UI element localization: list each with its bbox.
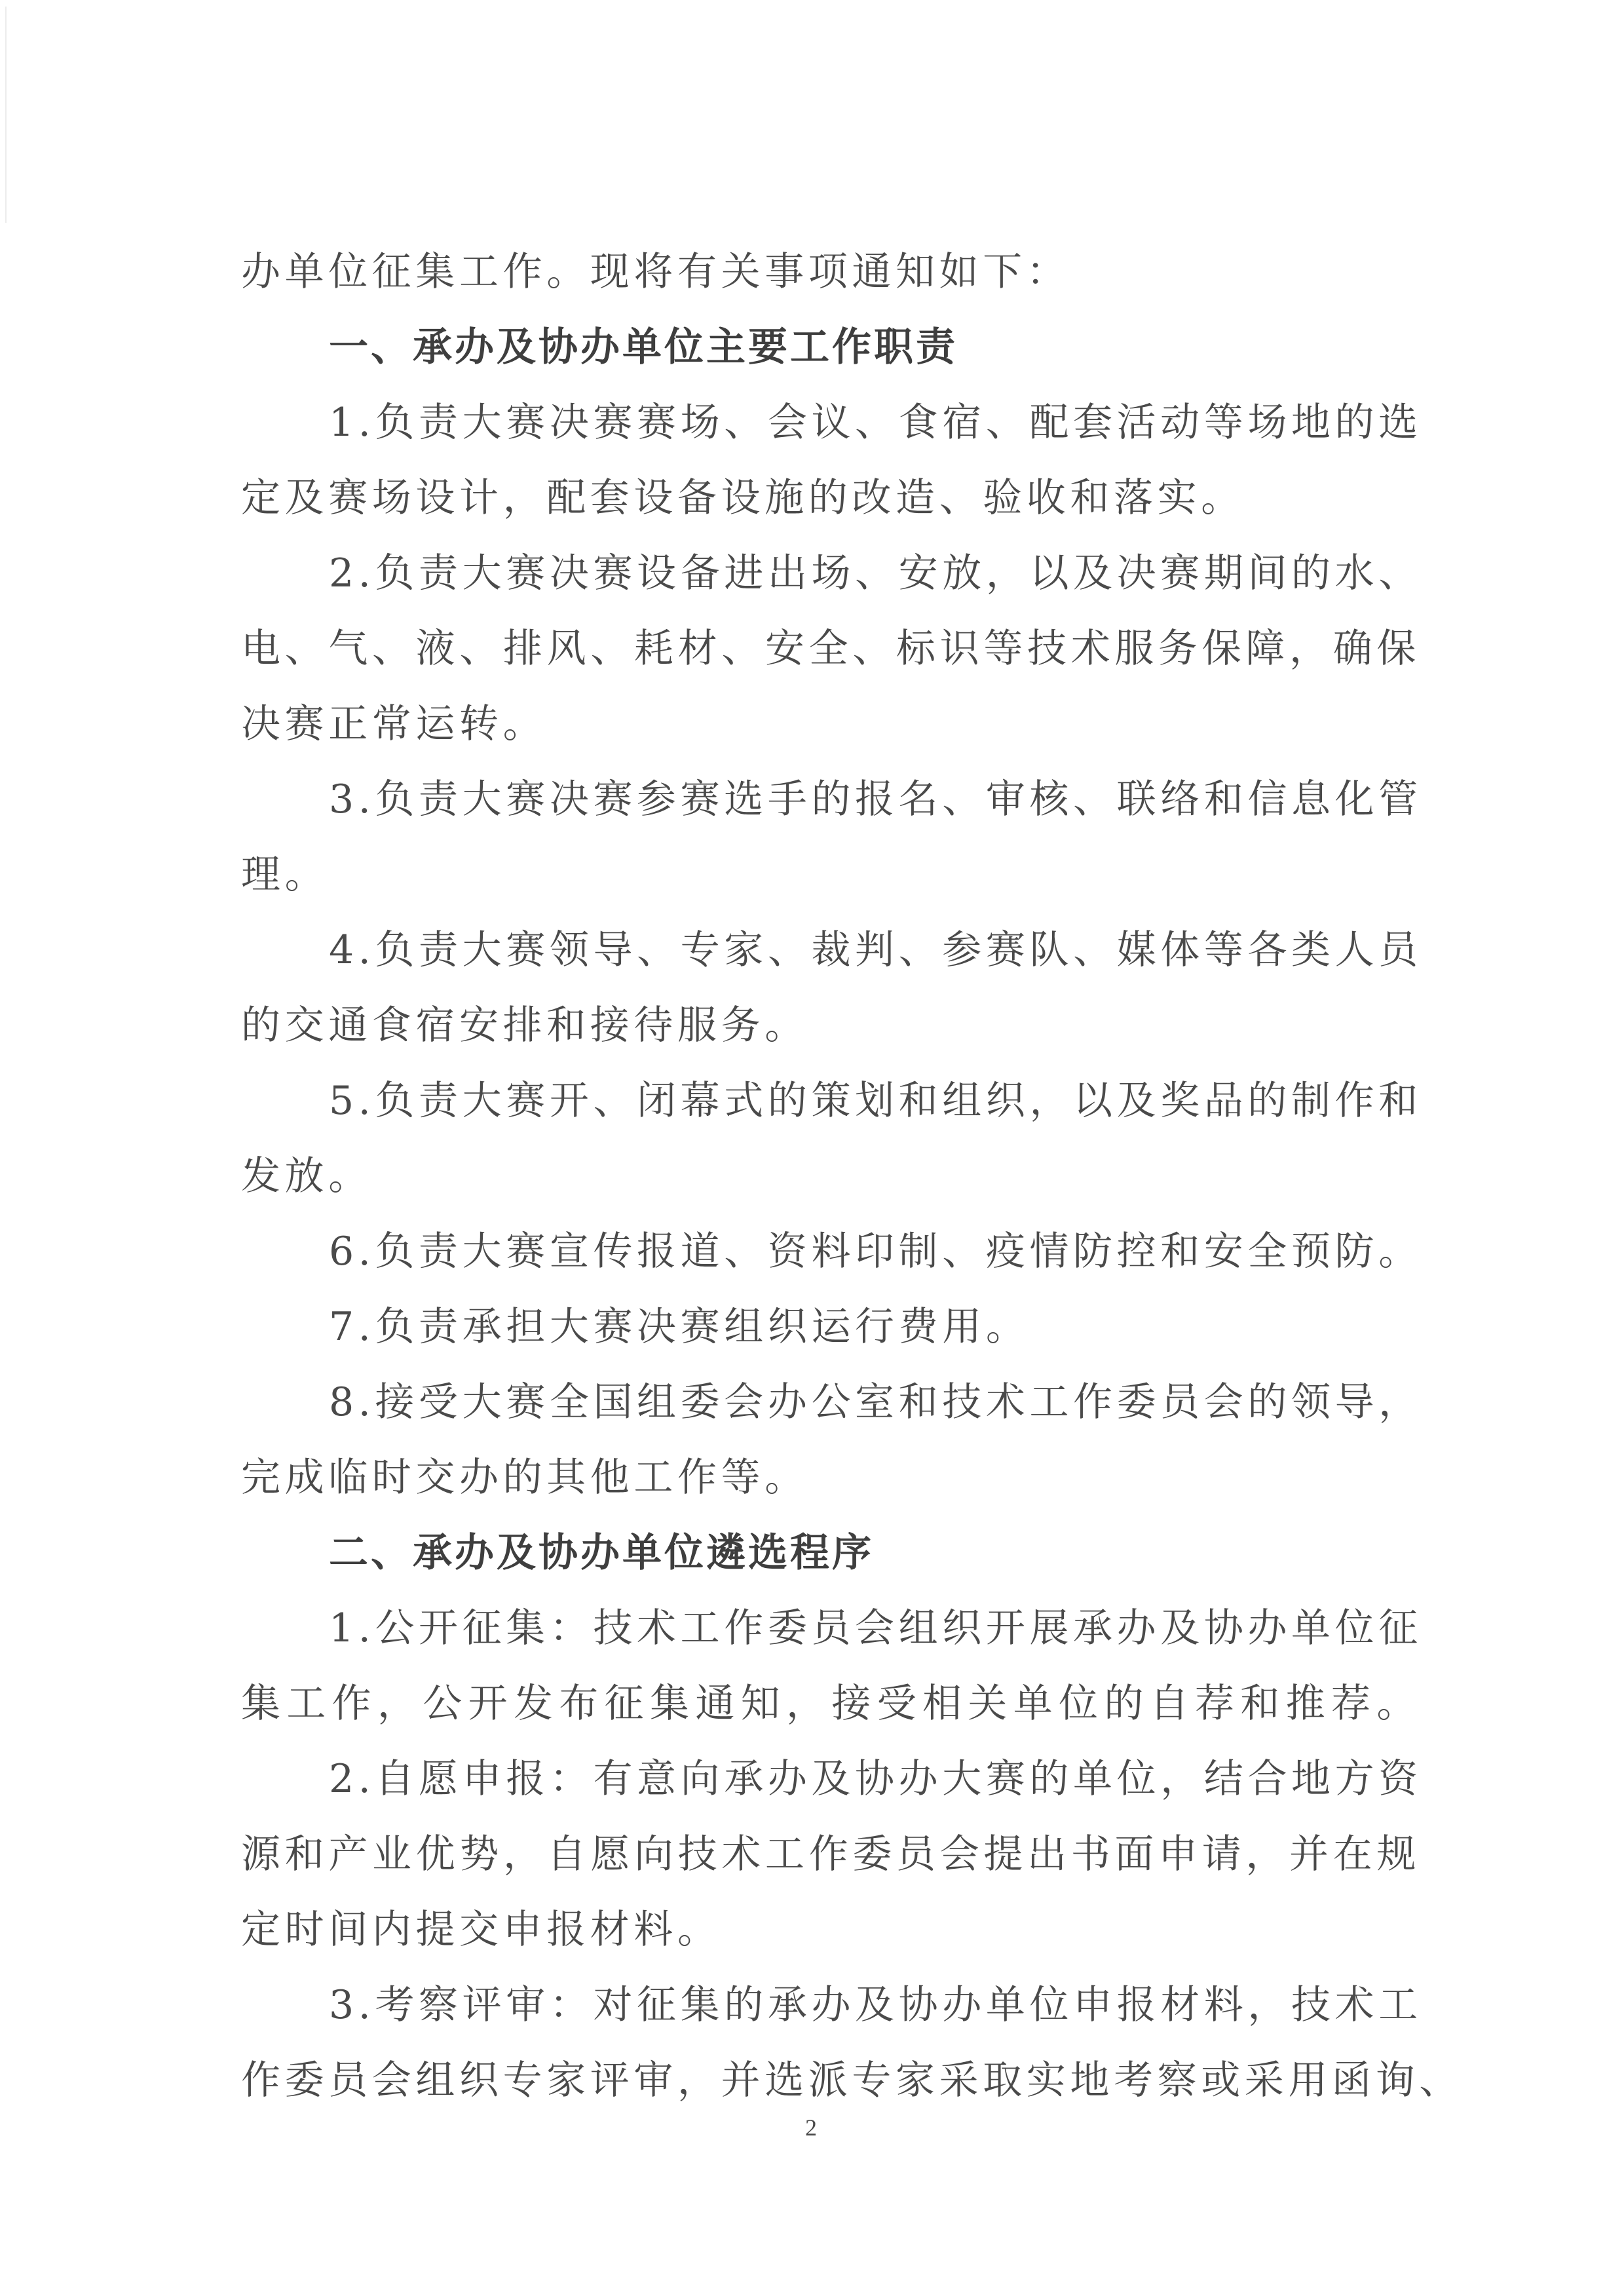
- page-number: 2: [805, 2114, 817, 2141]
- section-2-item-2-line-3: 定时间内提交申报材料。: [241, 1907, 721, 1953]
- section-1-item-3-line-1: 3.负责大赛决赛参赛选手的报名、审核、联络和信息化管: [329, 776, 1422, 822]
- scan-edge-artifact: [5, 7, 7, 223]
- document-body: [241, 235, 1463, 2118]
- section-1-heading: 一、承办及协办单位主要工作职责: [329, 324, 958, 370]
- section-1-item-6: 6.负责大赛宣传报道、资料印制、疫情防控和安全预防。: [329, 1229, 1422, 1274]
- section-1-item-8-line-2: 完成临时交办的其他工作等。: [241, 1455, 808, 1501]
- section-1-item-4-line-1: 4.负责大赛领导、专家、裁判、参赛队、媒体等各类人员: [329, 927, 1422, 973]
- section-1-item-5-line-1: 5.负责大赛开、闭幕式的策划和组织，以及奖品的制作和: [329, 1078, 1422, 1124]
- section-2-heading: 二、承办及协办单位遴选程序: [329, 1530, 874, 1576]
- section-1-item-1-line-2: 定及赛场设计，配套设备设施的改造、验收和落实。: [241, 475, 1245, 521]
- section-1-item-2-line-3: 决赛正常运转。: [241, 701, 547, 747]
- section-1-item-5-line-2: 发放。: [241, 1153, 372, 1199]
- section-2-item-3-line-1: 3.考察评审：对征集的承办及协办单位申报材料，技术工: [329, 1982, 1422, 2028]
- section-1-item-2-line-1: 2.负责大赛决赛设备进出场、安放，以及决赛期间的水、: [329, 550, 1422, 596]
- section-2-item-2-line-1: 2.自愿申报：有意向承办及协办大赛的单位，结合地方资: [329, 1756, 1422, 1802]
- section-1-item-4-line-2: 的交通食宿安排和接待服务。: [241, 1003, 808, 1048]
- section-2-item-1-line-1: 1.公开征集：技术工作委员会组织开展承办及协办单位征: [329, 1605, 1422, 1651]
- section-1-item-1-line-1: 1.负责大赛决赛赛场、会议、食宿、配套活动等场地的选: [329, 400, 1422, 446]
- section-1-item-3-line-2: 理。: [241, 852, 329, 898]
- section-1-item-2-line-2: 电、气、液、排风、耗材、安全、标识等技术服务保障，确保: [241, 626, 1420, 672]
- section-1-item-7: 7.负责承担大赛决赛组织运行费用。: [329, 1304, 1030, 1350]
- section-2-item-1-line-2: 集工作，公开发布征集通知，接受相关单位的自荐和推荐。: [241, 1681, 1420, 1727]
- section-2-item-3-line-2: 作委员会组织专家评审，并选派专家采取实地考察或采用函询、: [241, 2057, 1463, 2103]
- section-2-item-2-line-2: 源和产业优势，自愿向技术工作委员会提出书面申请，并在规: [241, 1831, 1420, 1877]
- section-1-item-8-line-1: 8.接受大赛全国组委会办公室和技术工作委员会的领导，: [329, 1379, 1422, 1425]
- intro-continuation-line: 办单位征集工作。现将有关事项通知如下：: [241, 249, 1070, 295]
